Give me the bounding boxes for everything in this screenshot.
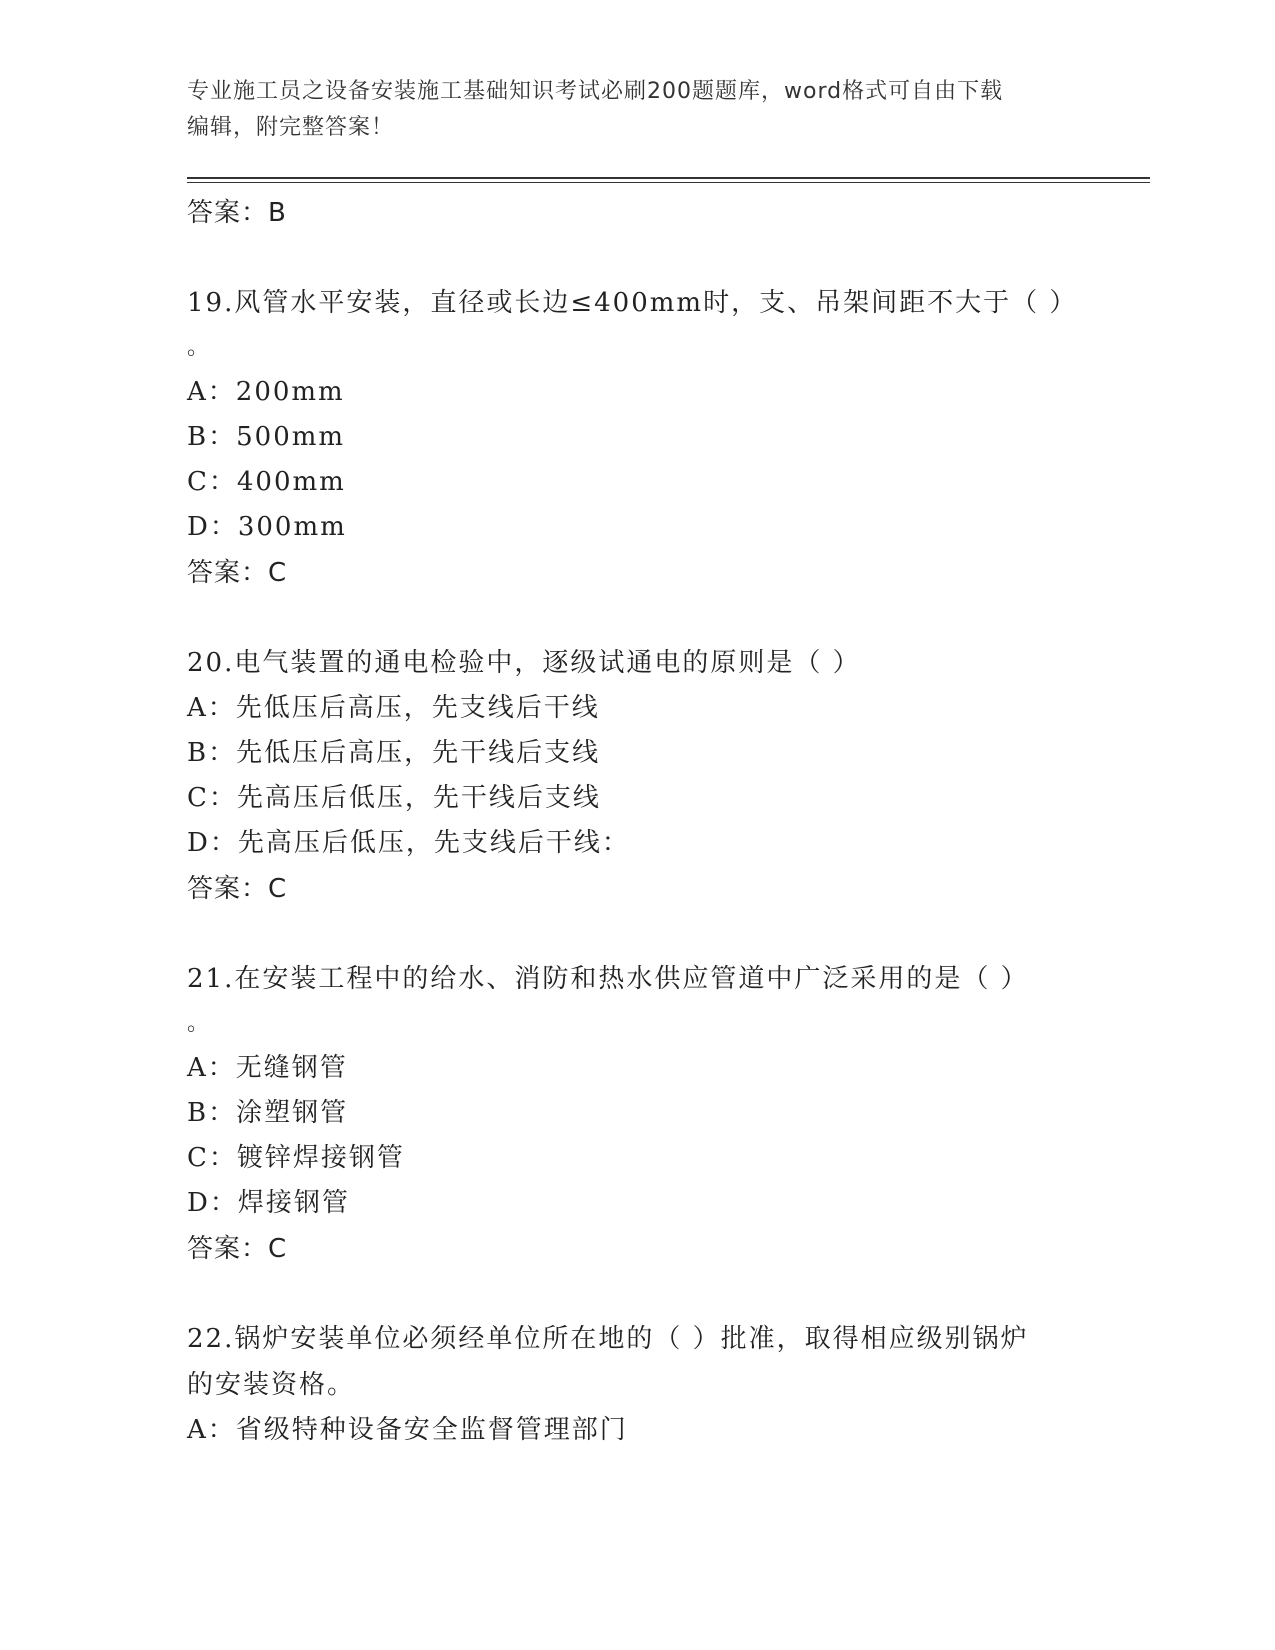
option-c: C：镀锌焊接钢管 (187, 1143, 405, 1173)
spacer (187, 912, 1087, 956)
option-b: B：涂塑钢管 (187, 1098, 349, 1128)
question-20 (187, 640, 1087, 912)
option-b: B：500mm (187, 422, 346, 452)
question-stem-continuation: 。 (187, 335, 212, 360)
option-d: D：先高压后低压，先支线后干线： (187, 828, 630, 858)
question-stem: 22.锅炉安装单位必须经单位所在地的（ ）批准，取得相应级别锅炉 (187, 1324, 1029, 1354)
answer-line: 答案：C (187, 1234, 288, 1264)
question-stem-continuation: 。 (187, 1011, 212, 1036)
answer-line: 答案：C (187, 874, 288, 904)
spacer (187, 596, 1087, 640)
question-stem: 20.电气装置的通电检验中，逐级试通电的原则是（ ） (187, 648, 861, 678)
option-a: A：先低压后高压，先支线后干线 (187, 693, 600, 723)
answer-line: 答案：B (187, 198, 287, 228)
question-stem: 21.在安装工程中的给水、消防和热水供应管道中广泛采用的是（ ） (187, 964, 1029, 994)
header-rule-thick (187, 177, 1150, 179)
option-a: A：无缝钢管 (187, 1053, 348, 1083)
question-stem-continuation: 的安装资格。 (187, 1370, 356, 1400)
question-stem: 19.风管水平安装，直径或长边≤400mm时，支、吊架间距不大于（ ） (187, 288, 1078, 318)
option-a: A：200mm (187, 377, 345, 407)
question-22 (187, 1316, 1087, 1453)
header-line-2: 编辑，附完整答案！ (187, 115, 395, 140)
option-d: D：焊接钢管 (187, 1188, 350, 1218)
header-line-1: 专业施工员之设备安装施工基础知识考试必刷200题题库，word格式可自由下载 (187, 79, 1004, 104)
answer-line: 答案：C (187, 558, 288, 588)
option-d: D：300mm (187, 512, 347, 542)
option-a: A：省级特种设备安全监督管理部门 (187, 1415, 628, 1445)
question-21 (187, 956, 1087, 1272)
header-rule-thin (187, 182, 1150, 183)
question-list (187, 190, 1087, 1453)
document-header (187, 74, 1067, 146)
option-b: B：先低压后高压，先干线后支线 (187, 738, 601, 768)
question-19 (187, 280, 1087, 596)
option-c: C：400mm (187, 467, 346, 497)
option-c: C：先高压后低压，先干线后支线 (187, 783, 601, 813)
spacer (187, 1272, 1087, 1316)
spacer (187, 236, 1087, 280)
